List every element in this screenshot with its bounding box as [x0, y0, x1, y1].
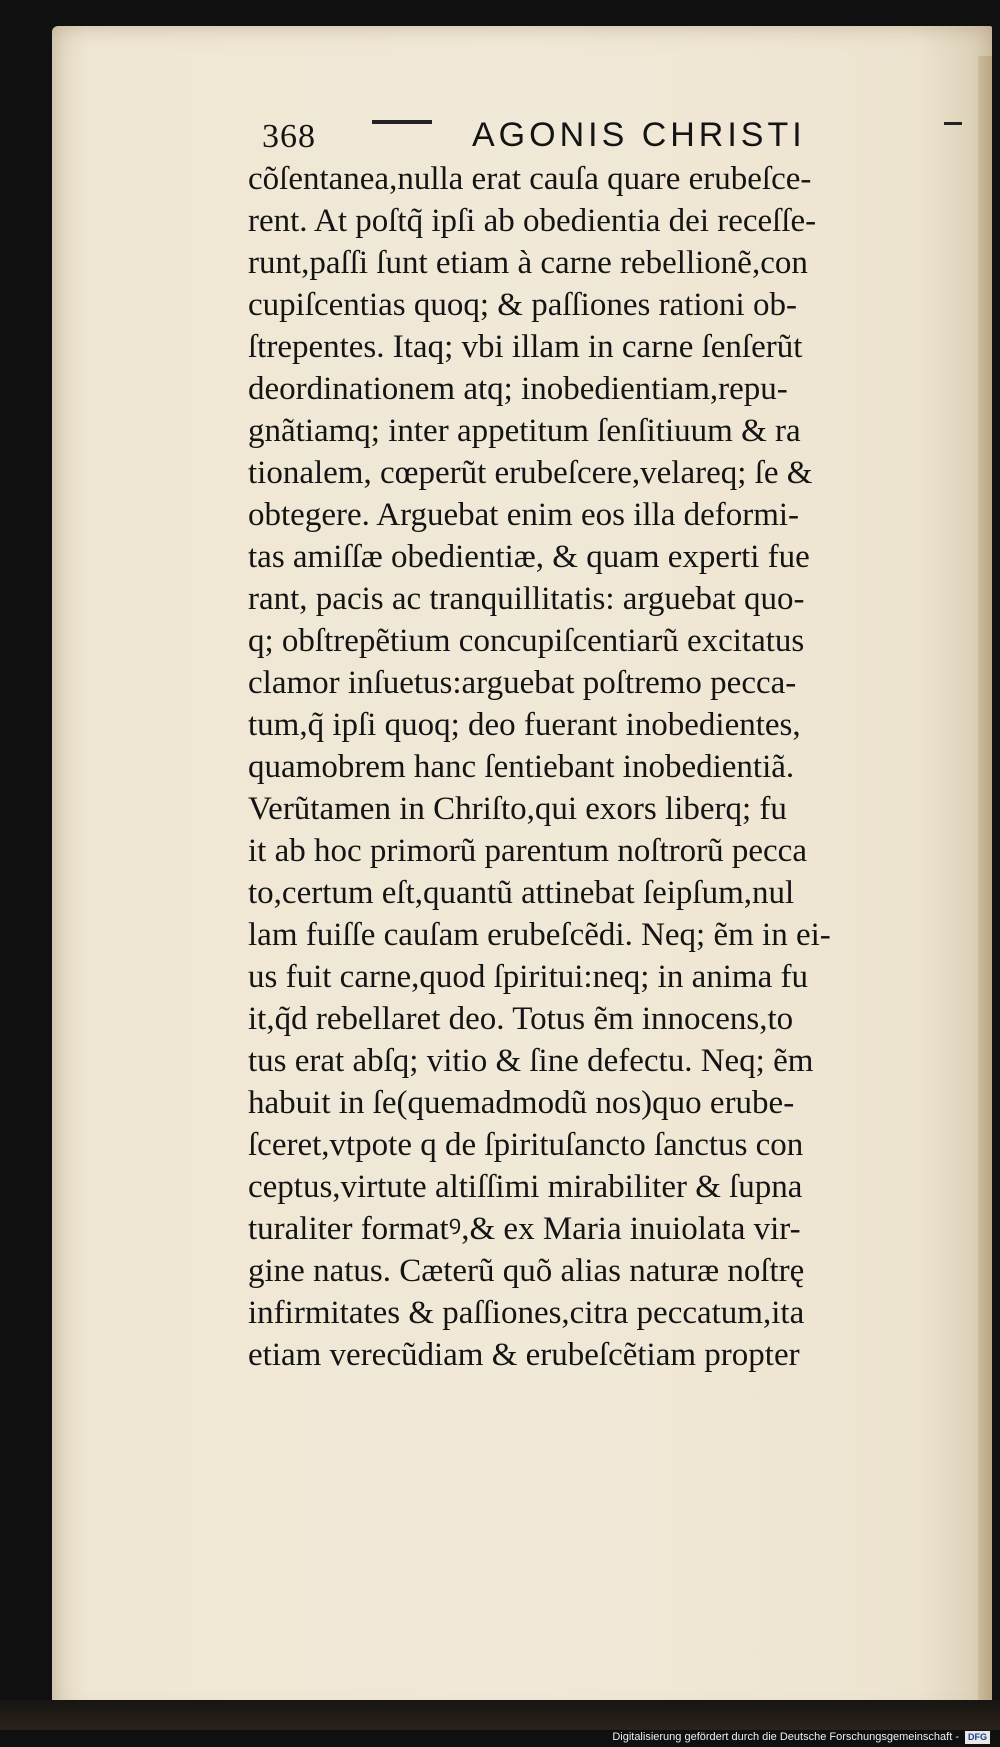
text-line: tum,q̃ ipſi quoq; deo fuerant inobedientes,: [248, 707, 801, 743]
text-line: gnãtiamq; inter appetitum ſenſitiuum & ra: [248, 413, 801, 449]
text-line: ſtrepentes. Itaq; vbi illam in carne ſenſerũt: [248, 329, 803, 365]
text-line: us fuit carne,quod ſpiritui:neq; in anima fu: [248, 959, 808, 995]
text-line: tionalem, cœperũt erubeſcere,velareq; ſe &: [248, 455, 813, 491]
text-line: tus erat abſq; vitio & ſine defectu. Neq; ẽm: [248, 1043, 814, 1079]
text-line: to,certum eſt,quantũ attinebat ſeipſum,nul: [248, 875, 795, 911]
body-text: [248, 158, 964, 1376]
text-line: etiam verecũdiam & erubeſcẽtiam propter: [248, 1337, 800, 1373]
text-line: obtegere. Arguebat enim eos illa deformi-: [248, 497, 800, 533]
page-header: [262, 112, 962, 162]
text-line: quamobrem hanc ſentiebant inobedientiã.: [248, 749, 795, 785]
text-line: habuit in ſe(quemadmodũ nos)quo erube-: [248, 1085, 795, 1121]
text-line: it ab hoc primorũ parentum noſtrorũ pecca: [248, 833, 807, 869]
text-line: ceptus,virtute altiſſimi mirabiliter & ſupna: [248, 1169, 803, 1205]
text-line: it,q̃d rebellaret deo. Totus ẽm innocens,to: [248, 1001, 794, 1037]
text-line: infirmitates & paſſiones,citra peccatum,ita: [248, 1295, 805, 1331]
text-line: deordinationem atq; inobedientiam,repu-: [248, 371, 788, 407]
digitization-credit: [612, 1728, 990, 1747]
text-line: gine natus. Cæterũ quõ alias naturæ noſtrę: [248, 1253, 805, 1289]
header-ornament: [944, 122, 962, 125]
text-line: ſceret,vtpote q de ſpirituſancto ſanctus con: [248, 1127, 804, 1163]
text-line: Verũtamen in Chriſto,qui exors liberq; fu: [248, 791, 787, 827]
page-number: 368: [262, 118, 316, 155]
text-line: cõſentanea,nulla erat cauſa quare erubeſce-: [248, 161, 812, 197]
page-gutter: [978, 56, 992, 1706]
text-line: q; obſtrepẽtium concupiſcentiarũ excitatus: [248, 623, 805, 659]
text-line: lam fuiſſe cauſam erubeſcẽdi. Neq; ẽm in ei-: [248, 917, 831, 953]
header-rule: [372, 120, 432, 124]
dfg-logo: DFG: [965, 1731, 990, 1744]
credit-text: Digitalisierung gefördert durch die Deutsche Forschungsgemeinschaft -: [612, 1731, 959, 1743]
text-line: tas amiſſæ obedientiæ, & quam experti fue: [248, 539, 810, 575]
text-line: runt,paſſi ſunt etiam à carne rebellionẽ,con: [248, 245, 808, 281]
text-line: rant, pacis ac tranquillitatis: arguebat quo-: [248, 581, 805, 617]
text-line: cupiſcentias quoq; & paſſiones rationi ob-: [248, 287, 797, 323]
scan-bottom-edge: [0, 1700, 1000, 1730]
running-title: AGONIS CHRISTI: [472, 116, 806, 154]
text-line: turaliter formatꝰ,& ex Maria inuiolata vir-: [248, 1211, 801, 1247]
text-line: rent. At poſtq̃ ipſi ab obedientia dei receſſe-: [248, 203, 817, 239]
text-line: clamor inſuetus:arguebat poſtremo pecca-: [248, 665, 797, 701]
